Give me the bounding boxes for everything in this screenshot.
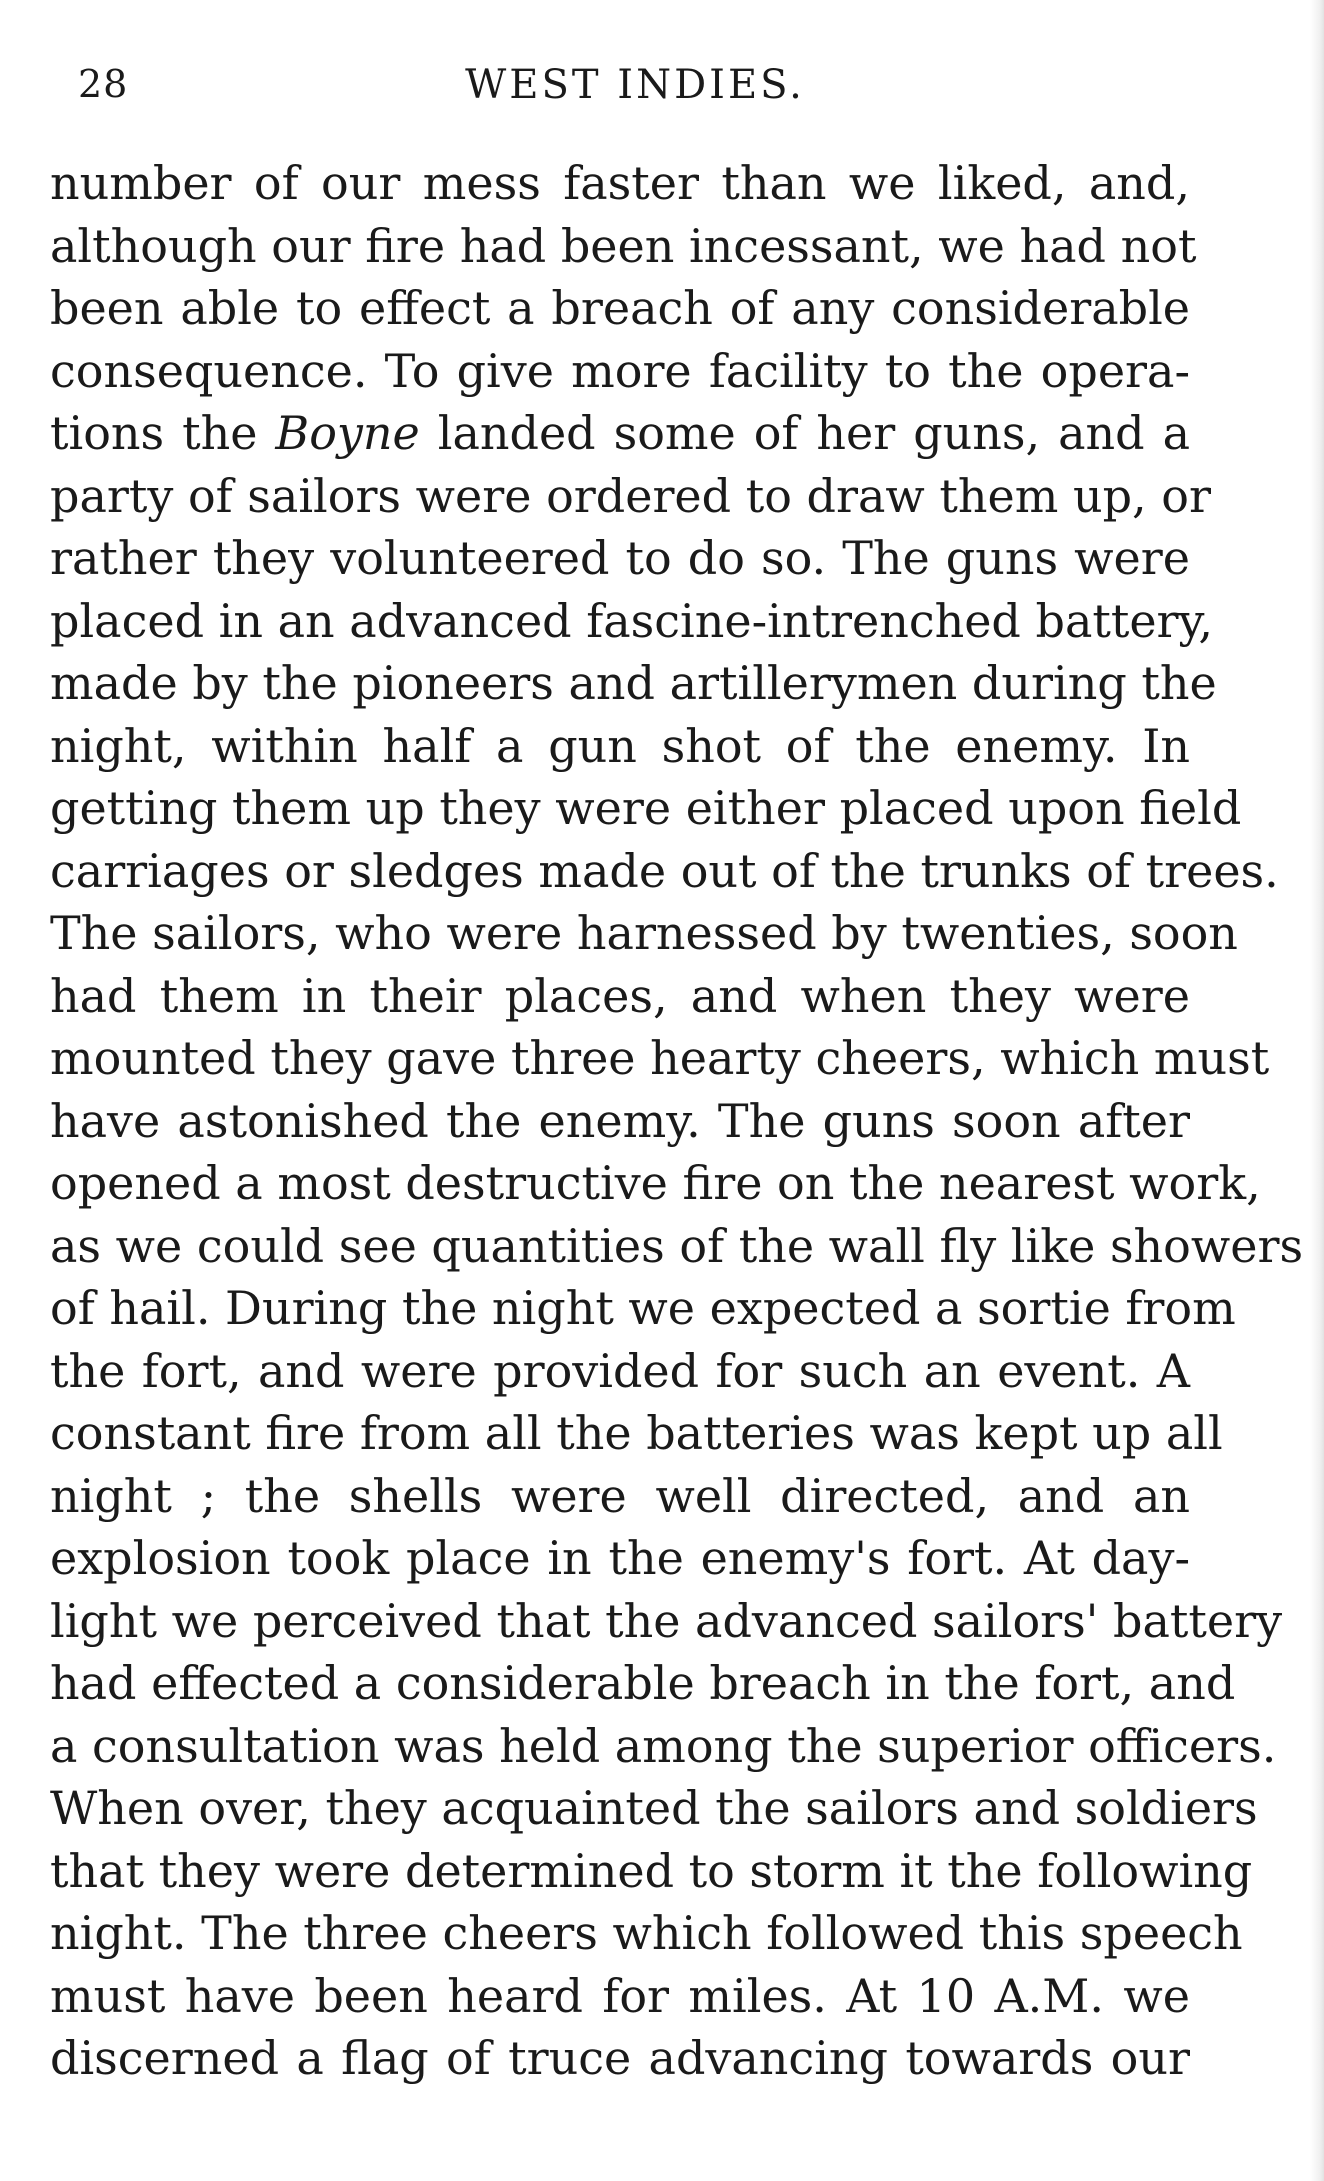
- text-line: of hail. During the night we expected a sortie from: [50, 1281, 1236, 1335]
- text-line: number of our mess faster than we liked, and,: [50, 156, 1190, 210]
- time-smallcaps: 10 A.M.: [916, 1968, 1105, 2023]
- text-line: rather they volunteered to do so. The guns were: [50, 531, 1190, 585]
- text-line: that they were determined to storm it the following: [50, 1843, 1253, 1898]
- text-line: consequence. To give more facility to the opera-: [50, 343, 1190, 398]
- text-line: party of sailors were ordered to draw them up, or: [50, 468, 1211, 523]
- text-line: When over, they acquainted the sailors and soldiers: [50, 1781, 1258, 1835]
- text-line-with-smallcaps: [50, 1965, 1190, 2028]
- text-line: night, within half a gun shot of the enemy. In: [50, 718, 1190, 773]
- text-line: been able to effect a breach of any considerable: [50, 281, 1190, 335]
- text-line: have astonished the enemy. The guns soon after: [50, 1093, 1190, 1148]
- text-line: a consultation was held among the superior officers.: [50, 1718, 1277, 1773]
- text-line: getting them up they were either placed upon field: [50, 781, 1242, 835]
- text-line-part: landed some of her guns, and a: [419, 406, 1191, 460]
- text-line: as we could see quantities of the wall fly like showers: [50, 1218, 1304, 1273]
- text-line-part: tions the: [50, 406, 276, 460]
- text-line: night ; the shells were well directed, and an: [50, 1468, 1190, 1523]
- text-line: discerned a flag of truce advancing towards our: [50, 2031, 1190, 2085]
- text-line: The sailors, who were harnessed by twenties, soon: [50, 906, 1238, 960]
- text-line: light we perceived that the advanced sailors' battery: [50, 1593, 1283, 1648]
- text-line: had them in their places, and when they were: [50, 968, 1190, 1023]
- text-line: night. The three cheers which followed this speech: [50, 1906, 1243, 1960]
- text-line: although our fire had been incessant, we had not: [50, 218, 1197, 273]
- text-line: carriages or sledges made out of the trunks of trees.: [50, 843, 1279, 898]
- text-line: constant fire from all the batteries was kept up all: [50, 1406, 1223, 1460]
- page-edge-shadow: [1310, 0, 1324, 2181]
- running-title: WEST INDIES.: [465, 62, 805, 108]
- text-line: explosion took place in the enemy's fort. At day-: [50, 1531, 1190, 1585]
- text-line: opened a most destructive fire on the nearest work,: [50, 1156, 1261, 1210]
- body-text: [50, 152, 1304, 2090]
- page-header: [70, 62, 1200, 122]
- text-line: mounted they gave three hearty cheers, which must: [50, 1031, 1270, 1085]
- text-line: the fort, and were provided for such an event. A: [50, 1343, 1190, 1398]
- page-number: 28: [78, 62, 129, 106]
- text-line: placed in an advanced fascine-intrenched battery,: [50, 593, 1214, 648]
- text-line: made by the pioneers and artillerymen during the: [50, 656, 1217, 710]
- text-line-with-italic: [50, 402, 1190, 465]
- text-line-part: we: [1104, 1968, 1191, 2023]
- text-line: had effected a considerable breach in the fort, and: [50, 1656, 1236, 1710]
- ship-name-italic: Boyne: [275, 406, 420, 460]
- text-line-part: must have been heard for miles. At: [50, 1968, 917, 2023]
